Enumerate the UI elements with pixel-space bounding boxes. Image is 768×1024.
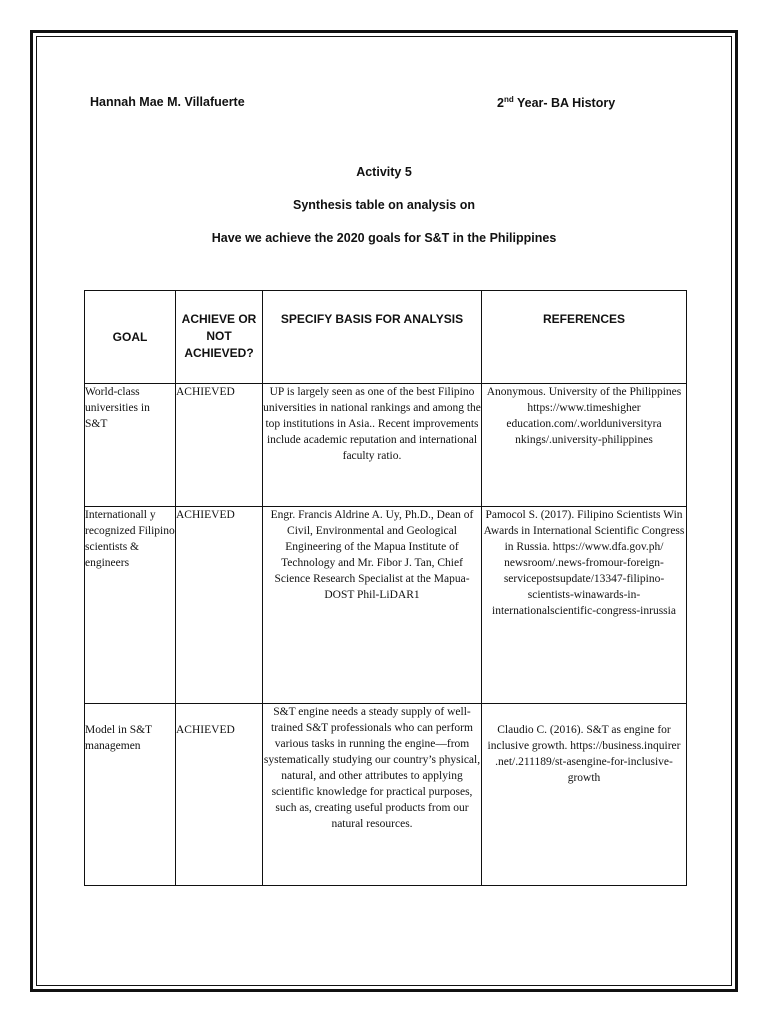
cell-status: ACHIEVED [176, 507, 263, 704]
year-prefix: 2 [497, 96, 504, 111]
cell-status: ACHIEVED [176, 384, 263, 507]
header-goal: GOAL [85, 291, 176, 384]
table-row [85, 507, 687, 704]
cell-goal: World-class universities in S&T [85, 384, 176, 507]
cell-references: Pamocol S. (2017). Filipino Scientists Win Awards in International Scientific Congress in Russia. https://www.dfa.gov.ph/ newsroom/.news-fromour-foreign-servicepostsupdate/13347-filipino-scientists-winawards-in-internationalscientific-congress-inrussia [482, 507, 687, 704]
header-references: REFERENCES [482, 291, 687, 384]
cell-basis: Engr. Francis Aldrine A. Uy, Ph.D., Dean of Civil, Environmental and Geological Engineering of the Mapua Institute of Technology and Mr. Fibor J. Tan, Chief Science Research Specialist at the Mapua-DOST Phil-LiDAR1 [263, 507, 482, 704]
table-row [85, 704, 687, 886]
cell-references: Claudio C. (2016). S&T as engine for inclusive growth. https://business.inquirer .net/.211189/st-asengine-for-inclusive-growth [482, 704, 687, 886]
cell-basis: UP is largely seen as one of the best Filipino universities in national rankings and among the top institutions in Asia.. Recent improvements include academic reputation and international faculty ratio. [263, 384, 482, 507]
synthesis-table [84, 290, 687, 886]
header-status: ACHIEVE OR NOT ACHIEVED? [176, 291, 263, 384]
header-basis: SPECIFY BASIS FOR ANALYSIS [263, 291, 482, 384]
activity-title: Activity 5 [356, 165, 412, 179]
subtitle-line-2: Have we achieve the 2020 goals for S&T in the Philippines [211, 231, 557, 245]
cell-references: Anonymous. University of the Philippines https://www.timeshigher education.com/.worlduniversityra nkings/.university-philippines [482, 384, 687, 507]
cell-status: ACHIEVED [176, 704, 263, 886]
table-header-row [85, 291, 687, 384]
student-year [497, 95, 615, 110]
cell-goal: Model in S&T managemen [85, 704, 176, 886]
student-name: Hannah Mae M. Villafuerte [90, 95, 245, 109]
cell-goal: Internationall y recognized Filipino scientists & engineers [85, 507, 176, 704]
cell-basis: S&T engine needs a steady supply of well-trained S&T professionals who can perform various tasks in running the engine—from systematically studying our country’s physical, natural, and other attributes to applying scientific knowledge for practical purposes, such as, creating useful products from our natural resources. [263, 704, 482, 886]
year-superscript: nd [503, 95, 514, 104]
table-row [85, 384, 687, 507]
subtitle-line-1: Synthesis table on analysis on [292, 198, 475, 212]
year-suffix: Year- BA History [513, 96, 616, 111]
